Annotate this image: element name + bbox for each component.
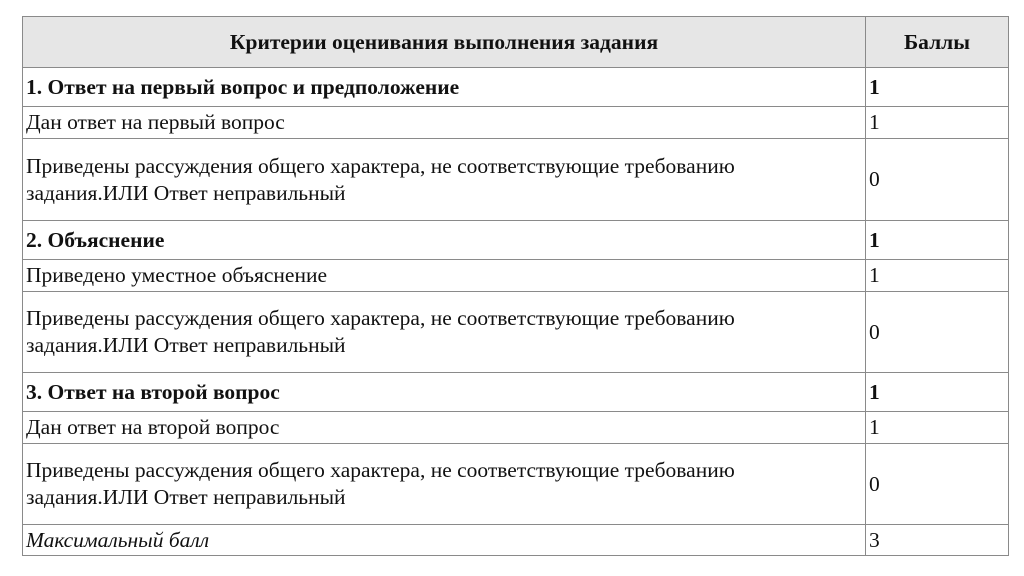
section-points: 1 [866, 373, 1009, 412]
criterion-row [23, 412, 1009, 444]
criterion-row [23, 107, 1009, 139]
criterion-text: Дан ответ на второй вопрос [23, 412, 866, 444]
section-title: 2. Объяснение [23, 221, 866, 260]
table-header-row [23, 17, 1009, 68]
total-label: Максимальный балл [23, 525, 866, 556]
section-title: 1. Ответ на первый вопрос и предположение [23, 68, 866, 107]
section-points: 1 [866, 68, 1009, 107]
criterion-points: 0 [866, 444, 1009, 525]
criterion-row [23, 292, 1009, 373]
criterion-points: 0 [866, 139, 1009, 221]
points-column-header: Баллы [866, 17, 1009, 68]
total-row [23, 525, 1009, 556]
criterion-text: Приведены рассуждения общего характера, не соответствующие требованию задания.ИЛИ Ответ неправильный [23, 139, 866, 221]
grading-criteria-table [22, 16, 1009, 556]
section-title: 3. Ответ на второй вопрос [23, 373, 866, 412]
criterion-points: 1 [866, 260, 1009, 292]
section-row [23, 373, 1009, 412]
criterion-text: Дан ответ на первый вопрос [23, 107, 866, 139]
criterion-row [23, 139, 1009, 221]
criteria-column-header: Критерии оценивания выполнения задания [23, 17, 866, 68]
criterion-row [23, 260, 1009, 292]
section-row [23, 68, 1009, 107]
section-row [23, 221, 1009, 260]
criterion-points: 1 [866, 412, 1009, 444]
criterion-text: Приведено уместное объяснение [23, 260, 866, 292]
total-points: 3 [866, 525, 1009, 556]
criterion-text: Приведены рассуждения общего характера, не соответствующие требованию задания.ИЛИ Ответ неправильный [23, 292, 866, 373]
criterion-points: 0 [866, 292, 1009, 373]
criterion-points: 1 [866, 107, 1009, 139]
section-points: 1 [866, 221, 1009, 260]
criterion-text: Приведены рассуждения общего характера, не соответствующие требованию задания.ИЛИ Ответ неправильный [23, 444, 866, 525]
criterion-row [23, 444, 1009, 525]
